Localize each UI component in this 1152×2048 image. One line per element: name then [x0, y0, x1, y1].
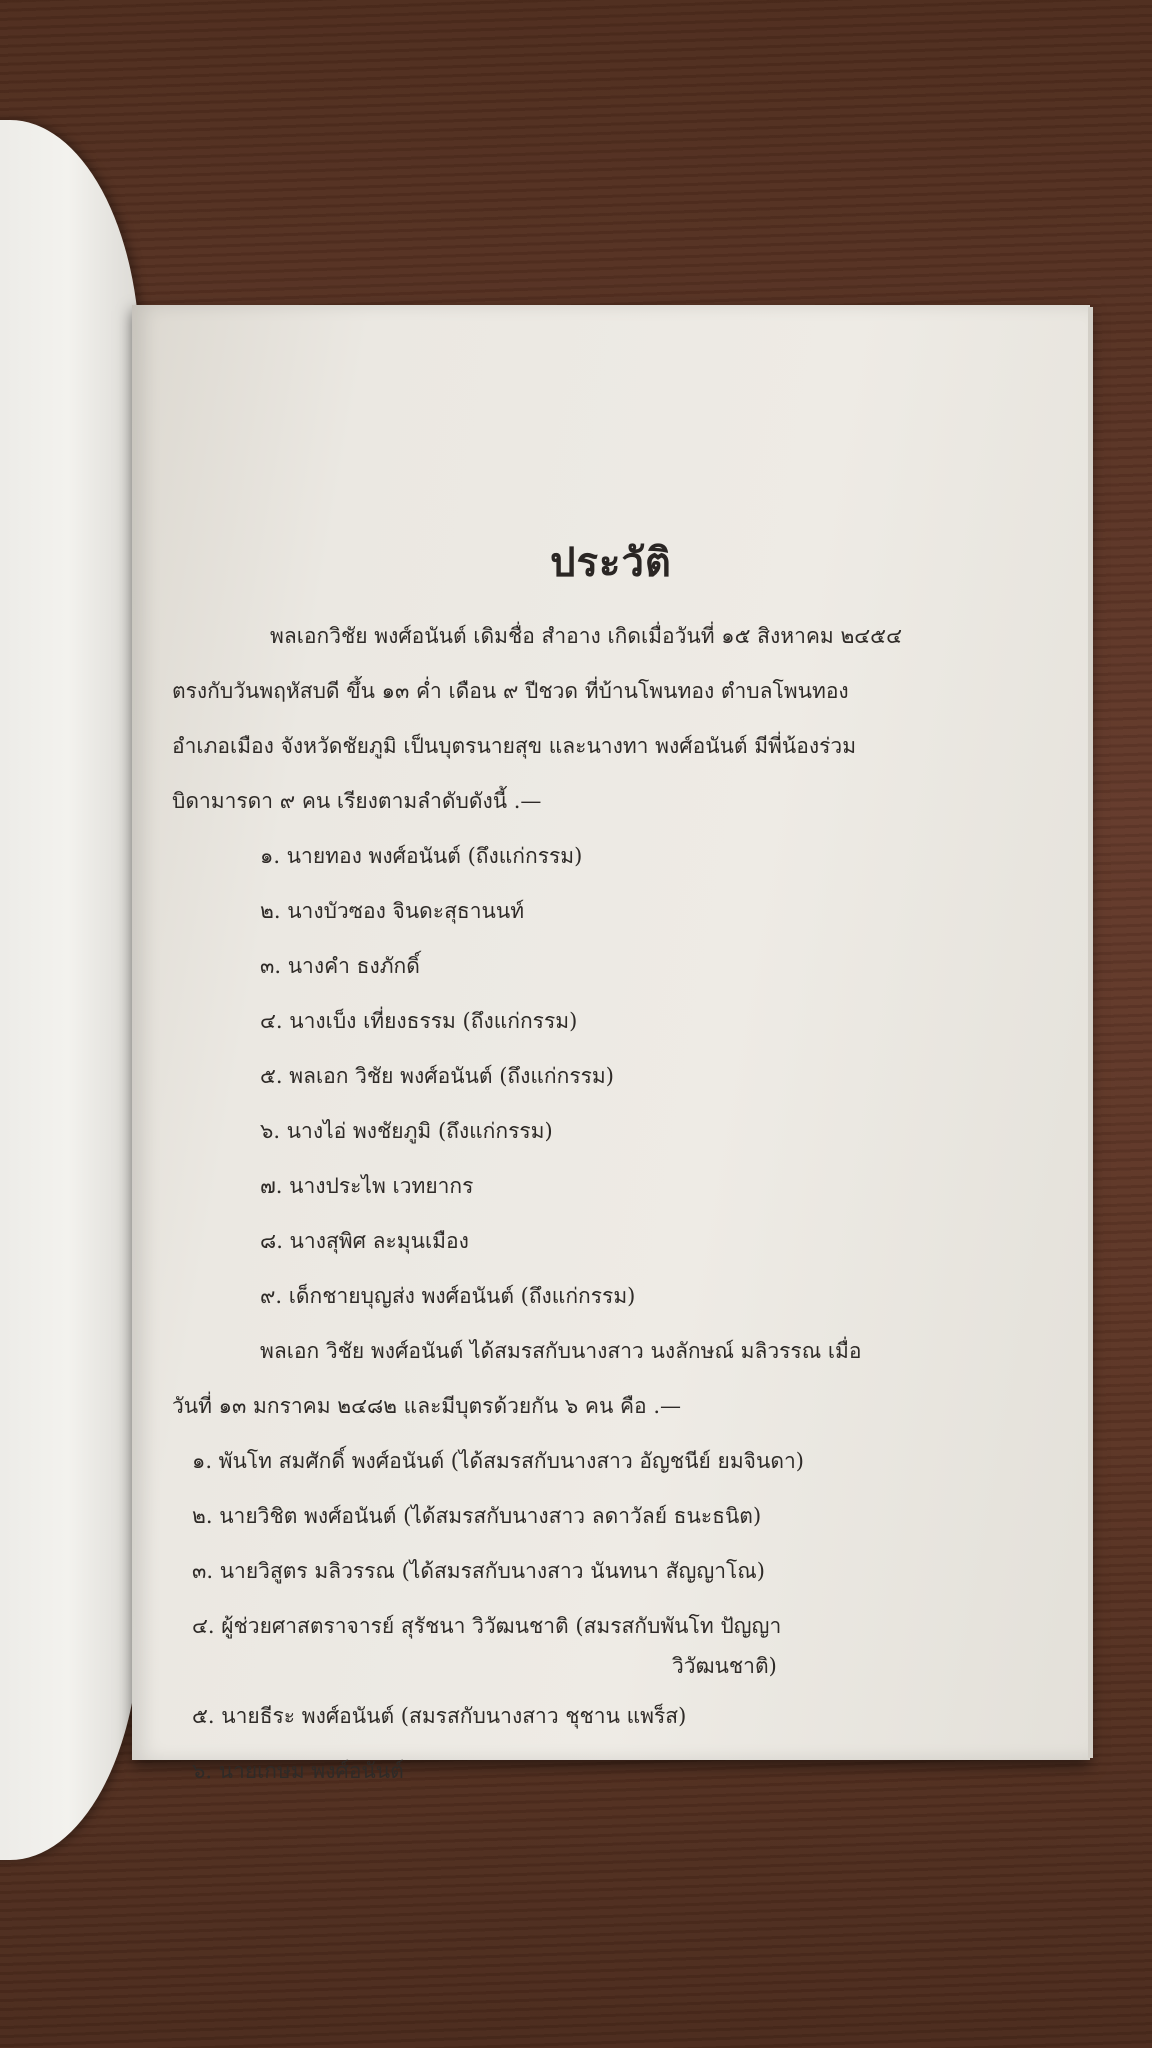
child-item: ๒. นายวิชิต พงศ์อนันต์ (ได้สมรสกับนางสาว ลดาวัลย์ ธนะธนิต) [192, 1504, 762, 1528]
child-item: ๓. นายวิสูตร มลิวรรณ (ได้สมรสกับนางสาว นันทนา สัญญาโณ) [192, 1559, 765, 1583]
sibling-item: ๔. นางเบ็ง เที่ยงธรรม (ถึงแก่กรรม) [260, 1009, 578, 1033]
intro-line: พลเอกวิชัย พงศ์อนันต์ เดิมชื่อ สำอาง เกิดเมื่อวันที่ ๑๕ สิงหาคม ๒๔๕๔ [270, 624, 902, 648]
child-item: ๔. ผู้ช่วยศาสตราจารย์ สุรัชนา วิวัฒนชาติ (สมรสกับพันโท ปัญญา [192, 1614, 782, 1638]
page-edge [1088, 307, 1093, 1758]
child-item-continued: วิวัฒนชาติ) [672, 1654, 777, 1678]
sibling-item: ๗. นางประไพ เวทยากร [260, 1174, 474, 1198]
sibling-item: ๓. นางคำ ธงภักดิ์ [260, 954, 420, 978]
sibling-item: ๙. เด็กชายบุญส่ง พงศ์อนันต์ (ถึงแก่กรรม) [260, 1284, 636, 1308]
child-item: ๖. นายเกษม พงศ์อนันต์ [192, 1759, 404, 1783]
curled-page-left [0, 120, 140, 1860]
marriage-line: วันที่ ๑๓ มกราคม ๒๔๘๒ และมีบุตรด้วยกัน ๖ คน คือ .— [172, 1394, 682, 1418]
book-page [132, 305, 1090, 1783]
marriage-line: พลเอก วิชัย พงศ์อนันต์ ได้สมรสกับนางสาว นงลักษณ์ มลิวรรณ เมื่อ [260, 1339, 862, 1363]
sibling-item: ๘. นางสุพิศ ละมุนเมือง [260, 1229, 469, 1253]
sibling-item: ๒. นางบัวซอง จินดะสุธานนท์ [260, 899, 525, 923]
sibling-item: ๕. พลเอก วิชัย พงศ์อนันต์ (ถึงแก่กรรม) [260, 1064, 614, 1088]
intro-line: บิดามารดา ๙ คน เรียงตามลำดับดังนี้ .— [172, 789, 542, 813]
page-title: ประวัติ [550, 539, 672, 586]
child-item: ๕. นายธีระ พงศ์อนันต์ (สมรสกับนางสาว ชุชาน แพร็ส) [192, 1704, 687, 1728]
child-item: ๑. พันโท สมศักดิ์ พงศ์อนันต์ (ได้สมรสกับนางสาว อัญชนีย์ ยมจินดา) [192, 1449, 804, 1473]
sibling-item: ๑. นายทอง พงศ์อนันต์ (ถึงแก่กรรม) [260, 844, 583, 868]
intro-line: ตรงกับวันพฤหัสบดี ขึ้น ๑๓ ค่ำ เดือน ๙ ปีชวด ที่บ้านโพนทอง ตำบลโพนทอง [172, 679, 849, 703]
sibling-item: ๖. นางไอ่ พงชัยภูมิ (ถึงแก่กรรม) [260, 1119, 553, 1143]
intro-line: อำเภอเมือง จังหวัดชัยภูมิ เป็นบุตรนายสุข และนางทา พงศ์อนันต์ มีพี่น้องร่วม [172, 734, 857, 758]
